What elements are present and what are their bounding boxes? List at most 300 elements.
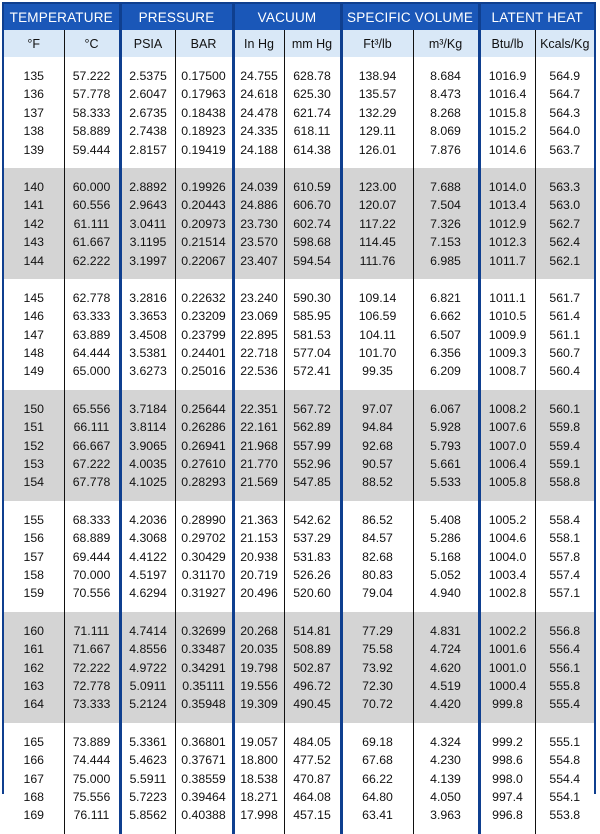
cell-value: 520.60 bbox=[293, 586, 331, 601]
cell-value: 0.35111 bbox=[182, 678, 225, 693]
cell-value: 24.886 bbox=[240, 198, 278, 213]
col-temp-c bbox=[64, 57, 120, 168]
col-volume-m3-kg bbox=[413, 390, 479, 501]
cell-value: 1010.5 bbox=[488, 309, 527, 324]
cell-value: 163 bbox=[23, 678, 45, 693]
cell-value: 996.8 bbox=[492, 808, 523, 823]
cell-value: 145 bbox=[23, 290, 45, 305]
cell-value: 73.889 bbox=[72, 734, 111, 749]
col-temp-f bbox=[4, 501, 64, 612]
cell-value: 141 bbox=[23, 198, 45, 213]
cell-value: 61.667 bbox=[72, 235, 111, 250]
cell-value: 5.3361 bbox=[129, 734, 167, 749]
group-header-vacuum: VACUUM bbox=[233, 4, 341, 30]
cell-value: 1016.4 bbox=[488, 87, 527, 102]
cell-value: 537.29 bbox=[293, 531, 331, 546]
cell-value: 66.111 bbox=[73, 420, 110, 435]
cell-value: 0.31170 bbox=[181, 567, 226, 582]
cell-value: 60.000 bbox=[72, 179, 111, 194]
col-heat-btu-lb bbox=[479, 279, 535, 390]
cell-value: 135.57 bbox=[358, 87, 397, 102]
cell-value: 24.478 bbox=[240, 105, 278, 120]
cell-value: 1001.0 bbox=[488, 660, 527, 675]
cell-value: 65.000 bbox=[72, 364, 111, 379]
col-temp-c bbox=[64, 390, 120, 501]
col-volume-ft3-lb bbox=[341, 57, 413, 168]
cell-value: 559.4 bbox=[549, 438, 581, 453]
col-volume-ft3-lb bbox=[341, 501, 413, 612]
cell-value: 84.57 bbox=[362, 531, 393, 546]
cell-value: 0.19419 bbox=[181, 142, 226, 157]
cell-value: 555.1 bbox=[549, 734, 581, 749]
group-header-latent-heat: LATENT HEAT bbox=[479, 4, 594, 30]
cell-value: 1000.4 bbox=[488, 678, 527, 693]
cell-value: 169 bbox=[23, 808, 45, 823]
cell-value: 68.333 bbox=[72, 512, 111, 527]
col-temp-f bbox=[4, 723, 64, 834]
cell-value: 75.556 bbox=[72, 789, 111, 804]
cell-value: 0.34291 bbox=[181, 660, 226, 675]
cell-value: 1009.9 bbox=[488, 327, 527, 342]
cell-value: 73.333 bbox=[72, 697, 111, 712]
cell-value: 138.94 bbox=[358, 69, 397, 83]
cell-value: 0.26286 bbox=[181, 420, 226, 435]
cell-value: 126.01 bbox=[358, 142, 397, 157]
cell-value: 3.1195 bbox=[129, 235, 167, 250]
cell-value: 8.069 bbox=[430, 124, 461, 139]
cell-value: 590.30 bbox=[293, 290, 331, 305]
cell-value: 0.28990 bbox=[181, 512, 226, 527]
cell-value: 20.035 bbox=[240, 642, 278, 657]
cell-value: 23.069 bbox=[240, 309, 278, 324]
cell-value: 514.81 bbox=[293, 623, 331, 638]
cell-value: 22.536 bbox=[240, 364, 278, 379]
cell-value: 531.83 bbox=[293, 549, 331, 564]
cell-value: 23.730 bbox=[240, 216, 278, 231]
cell-value: 7.504 bbox=[430, 198, 461, 213]
unit-ft3-per-lb: Ft³/lb bbox=[341, 30, 413, 57]
cell-value: 0.17963 bbox=[181, 87, 226, 102]
cell-value: 4.724 bbox=[430, 642, 461, 657]
cell-value: 1006.4 bbox=[488, 457, 527, 472]
cell-value: 547.85 bbox=[293, 475, 331, 490]
cell-value: 1011.7 bbox=[489, 253, 526, 268]
cell-value: 70.72 bbox=[362, 697, 393, 712]
cell-value: 4.420 bbox=[430, 697, 461, 712]
cell-value: 149 bbox=[23, 364, 45, 379]
cell-value: 69.18 bbox=[362, 734, 393, 749]
cell-value: 138 bbox=[23, 124, 45, 139]
cell-value: 1014.6 bbox=[488, 142, 527, 157]
cell-value: 158 bbox=[23, 567, 45, 582]
cell-value: 20.268 bbox=[240, 623, 278, 638]
cell-value: 508.89 bbox=[293, 642, 331, 657]
cell-value: 70.556 bbox=[72, 586, 111, 601]
unit-header-row bbox=[4, 30, 594, 57]
cell-value: 1009.3 bbox=[488, 346, 527, 361]
cell-value: 0.28293 bbox=[181, 475, 226, 490]
cell-value: 557.4 bbox=[549, 567, 581, 582]
cell-value: 1004.0 bbox=[488, 549, 527, 564]
col-heat-btu-lb bbox=[479, 168, 535, 279]
cell-value: 132.29 bbox=[358, 105, 397, 120]
steam-table bbox=[2, 2, 596, 823]
cell-value: 5.2124 bbox=[129, 697, 167, 712]
cell-value: 477.52 bbox=[293, 753, 331, 768]
group-header-row bbox=[4, 4, 594, 30]
cell-value: 69.444 bbox=[72, 549, 111, 564]
cell-value: 998.6 bbox=[492, 753, 523, 768]
cell-value: 3.8114 bbox=[129, 420, 167, 435]
cell-value: 0.25016 bbox=[181, 364, 226, 379]
cell-value: 0.25644 bbox=[181, 401, 226, 416]
cell-value: 157 bbox=[23, 549, 45, 564]
col-pressure-bar bbox=[175, 501, 233, 612]
cell-value: 0.30429 bbox=[181, 549, 226, 564]
cell-value: 164 bbox=[23, 697, 45, 712]
col-pressure-psia bbox=[120, 57, 175, 168]
cell-value: 153 bbox=[23, 457, 45, 472]
cell-value: 72.778 bbox=[72, 678, 111, 693]
cell-value: 88.52 bbox=[362, 475, 393, 490]
col-vacuum-mm-hg bbox=[284, 279, 341, 390]
col-vacuum-in-hg bbox=[233, 501, 284, 612]
cell-value: 5.661 bbox=[430, 457, 461, 472]
col-temp-c bbox=[64, 501, 120, 612]
col-volume-ft3-lb bbox=[341, 612, 413, 723]
cell-value: 123.00 bbox=[358, 179, 397, 194]
col-pressure-bar bbox=[175, 612, 233, 723]
cell-value: 3.0411 bbox=[129, 216, 167, 231]
cell-value: 57.778 bbox=[72, 87, 111, 102]
cell-value: 135 bbox=[23, 69, 45, 83]
cell-value: 564.7 bbox=[549, 87, 581, 102]
col-pressure-bar bbox=[175, 723, 233, 834]
cell-value: 555.8 bbox=[549, 678, 581, 693]
cell-value: 0.23799 bbox=[181, 327, 226, 342]
cell-value: 1016.9 bbox=[488, 69, 527, 83]
row-block bbox=[4, 279, 594, 390]
cell-value: 999.2 bbox=[492, 734, 523, 749]
cell-value: 598.68 bbox=[293, 235, 331, 250]
cell-value: 99.35 bbox=[362, 364, 393, 379]
col-temp-c bbox=[64, 168, 120, 279]
cell-value: 559.1 bbox=[549, 457, 581, 472]
col-vacuum-in-hg bbox=[233, 723, 284, 834]
cell-value: 3.3653 bbox=[129, 309, 167, 324]
cell-value: 2.7438 bbox=[129, 124, 167, 139]
cell-value: 0.40388 bbox=[181, 808, 226, 823]
col-heat-btu-lb bbox=[479, 390, 535, 501]
col-vacuum-mm-hg bbox=[284, 168, 341, 279]
cell-value: 464.08 bbox=[293, 789, 331, 804]
cell-value: 1015.2 bbox=[488, 124, 527, 139]
cell-value: 1005.2 bbox=[488, 512, 527, 527]
cell-value: 628.78 bbox=[293, 69, 331, 83]
cell-value: 556.1 bbox=[549, 660, 581, 675]
unit-in-hg: In Hg bbox=[233, 30, 284, 57]
cell-value: 22.718 bbox=[240, 346, 278, 361]
col-volume-ft3-lb bbox=[341, 723, 413, 834]
steam-properties-table bbox=[4, 4, 594, 834]
cell-value: 140 bbox=[23, 179, 45, 194]
cell-value: 0.24401 bbox=[181, 346, 226, 361]
cell-value: 24.039 bbox=[240, 179, 278, 194]
cell-value: 1002.2 bbox=[488, 623, 527, 638]
col-volume-m3-kg bbox=[413, 279, 479, 390]
cell-value: 1012.9 bbox=[488, 216, 527, 231]
col-temp-c bbox=[64, 723, 120, 834]
cell-value: 94.84 bbox=[362, 420, 393, 435]
cell-value: 562.7 bbox=[549, 216, 581, 231]
cell-value: 23.407 bbox=[240, 253, 278, 268]
cell-value: 557.1 bbox=[549, 586, 581, 601]
cell-value: 17.998 bbox=[240, 808, 278, 823]
cell-value: 5.533 bbox=[430, 475, 461, 490]
cell-value: 0.22632 bbox=[181, 290, 226, 305]
cell-value: 998.0 bbox=[492, 771, 523, 786]
cell-value: 18.800 bbox=[240, 753, 278, 768]
cell-value: 5.5911 bbox=[129, 771, 167, 786]
cell-value: 561.4 bbox=[549, 309, 581, 324]
col-volume-m3-kg bbox=[413, 612, 479, 723]
cell-value: 8.473 bbox=[430, 87, 461, 102]
cell-value: 5.928 bbox=[430, 420, 461, 435]
cell-value: 558.4 bbox=[549, 512, 581, 527]
cell-value: 22.351 bbox=[240, 401, 278, 416]
cell-value: 1005.8 bbox=[488, 475, 527, 490]
col-temp-f bbox=[4, 390, 64, 501]
cell-value: 4.4122 bbox=[129, 549, 167, 564]
unit-btu-per-lb: Btu/lb bbox=[479, 30, 535, 57]
cell-value: 557.8 bbox=[549, 549, 581, 564]
cell-value: 6.821 bbox=[430, 290, 461, 305]
cell-value: 111.76 bbox=[359, 253, 396, 268]
cell-value: 564.3 bbox=[549, 105, 581, 120]
cell-value: 2.5375 bbox=[129, 69, 167, 83]
cell-value: 0.31927 bbox=[181, 586, 226, 601]
cell-value: 5.793 bbox=[430, 438, 461, 453]
cell-value: 1013.4 bbox=[488, 198, 527, 213]
cell-value: 20.938 bbox=[240, 549, 278, 564]
cell-value: 594.54 bbox=[293, 253, 331, 268]
col-pressure-bar bbox=[175, 279, 233, 390]
col-vacuum-in-hg bbox=[233, 390, 284, 501]
cell-value: 1011.1 bbox=[489, 290, 526, 305]
row-block bbox=[4, 612, 594, 723]
cell-value: 4.6294 bbox=[129, 586, 167, 601]
cell-value: 602.74 bbox=[293, 216, 331, 231]
group-header-specific-volume: SPECIFIC VOLUME bbox=[341, 4, 479, 30]
cell-value: 21.153 bbox=[240, 531, 278, 546]
cell-value: 1008.2 bbox=[488, 401, 527, 416]
unit-m3-per-kg: m³/Kg bbox=[413, 30, 479, 57]
col-pressure-bar bbox=[175, 168, 233, 279]
col-vacuum-mm-hg bbox=[284, 57, 341, 168]
cell-value: 552.96 bbox=[293, 457, 331, 472]
cell-value: 77.29 bbox=[362, 623, 393, 638]
cell-value: 625.30 bbox=[293, 87, 331, 102]
cell-value: 166 bbox=[23, 753, 45, 768]
cell-value: 80.83 bbox=[362, 567, 393, 582]
cell-value: 104.11 bbox=[359, 327, 396, 342]
cell-value: 560.1 bbox=[549, 401, 581, 416]
col-heat-btu-lb bbox=[479, 57, 535, 168]
cell-value: 74.444 bbox=[72, 753, 111, 768]
cell-value: 0.20973 bbox=[181, 216, 226, 231]
cell-value: 0.38559 bbox=[181, 771, 226, 786]
cell-value: 558.1 bbox=[549, 531, 581, 546]
cell-value: 66.22 bbox=[362, 771, 393, 786]
cell-value: 156 bbox=[23, 531, 45, 546]
unit-kcals-per-kg: Kcals/Kg bbox=[535, 30, 594, 57]
col-vacuum-in-hg bbox=[233, 57, 284, 168]
cell-value: 146 bbox=[23, 309, 45, 324]
cell-value: 63.889 bbox=[72, 327, 111, 342]
cell-value: 155 bbox=[23, 512, 45, 527]
cell-value: 8.684 bbox=[430, 69, 461, 83]
cell-value: 554.4 bbox=[549, 771, 581, 786]
cell-value: 139 bbox=[23, 142, 45, 157]
cell-value: 64.444 bbox=[72, 346, 111, 361]
cell-value: 457.15 bbox=[293, 808, 331, 823]
col-temp-c bbox=[64, 612, 120, 723]
cell-value: 4.8556 bbox=[129, 642, 167, 657]
cell-value: 68.889 bbox=[72, 531, 111, 546]
cell-value: 5.286 bbox=[430, 531, 461, 546]
col-volume-ft3-lb bbox=[341, 279, 413, 390]
cell-value: 606.70 bbox=[293, 198, 331, 213]
cell-value: 7.153 bbox=[430, 235, 461, 250]
cell-value: 75.000 bbox=[72, 771, 111, 786]
col-volume-ft3-lb bbox=[341, 168, 413, 279]
cell-value: 6.067 bbox=[430, 401, 461, 416]
cell-value: 562.1 bbox=[549, 253, 581, 268]
cell-value: 22.895 bbox=[240, 327, 278, 342]
cell-value: 67.222 bbox=[72, 457, 111, 472]
cell-value: 0.37671 bbox=[181, 753, 226, 768]
col-temp-f bbox=[4, 612, 64, 723]
unit-mm-hg: mm Hg bbox=[284, 30, 341, 57]
cell-value: 0.18923 bbox=[181, 124, 226, 139]
cell-value: 129.11 bbox=[359, 124, 396, 139]
cell-value: 23.240 bbox=[240, 290, 278, 305]
cell-value: 3.963 bbox=[430, 808, 461, 823]
cell-value: 556.8 bbox=[549, 623, 581, 638]
cell-value: 553.8 bbox=[549, 808, 581, 823]
col-heat-btu-lb bbox=[479, 612, 535, 723]
cell-value: 24.188 bbox=[240, 142, 278, 157]
cell-value: 117.22 bbox=[359, 216, 396, 231]
col-vacuum-mm-hg bbox=[284, 612, 341, 723]
cell-value: 7.326 bbox=[430, 216, 461, 231]
unit-psia: PSIA bbox=[120, 30, 175, 57]
cell-value: 106.59 bbox=[358, 309, 397, 324]
cell-value: 6.209 bbox=[430, 364, 461, 379]
cell-value: 143 bbox=[23, 235, 45, 250]
cell-value: 19.798 bbox=[240, 660, 278, 675]
cell-value: 65.556 bbox=[72, 401, 111, 416]
col-pressure-psia bbox=[120, 501, 175, 612]
cell-value: 165 bbox=[23, 734, 45, 749]
cell-value: 59.444 bbox=[72, 142, 111, 157]
cell-value: 572.41 bbox=[293, 364, 331, 379]
cell-value: 1012.3 bbox=[488, 235, 527, 250]
col-heat-kcals-kg bbox=[535, 723, 594, 834]
cell-value: 152 bbox=[23, 438, 45, 453]
group-header-temperature: TEMPERATURE bbox=[4, 4, 120, 30]
col-temp-c bbox=[64, 279, 120, 390]
cell-value: 168 bbox=[23, 789, 45, 804]
cell-value: 6.985 bbox=[430, 253, 461, 268]
cell-value: 555.4 bbox=[549, 697, 581, 712]
cell-value: 0.27610 bbox=[181, 457, 226, 472]
cell-value: 21.968 bbox=[240, 438, 278, 453]
cell-value: 0.21514 bbox=[181, 235, 226, 250]
cell-value: 0.32699 bbox=[181, 623, 226, 638]
col-heat-kcals-kg bbox=[535, 57, 594, 168]
cell-value: 0.22067 bbox=[181, 253, 226, 268]
cell-value: 8.268 bbox=[430, 105, 461, 120]
cell-value: 5.052 bbox=[430, 567, 461, 582]
col-temp-f bbox=[4, 168, 64, 279]
cell-value: 496.72 bbox=[293, 678, 331, 693]
cell-value: 1014.0 bbox=[488, 179, 527, 194]
row-block bbox=[4, 168, 594, 279]
cell-value: 23.570 bbox=[240, 235, 278, 250]
cell-value: 24.618 bbox=[240, 87, 278, 102]
cell-value: 4.3068 bbox=[129, 531, 167, 546]
cell-value: 6.507 bbox=[430, 327, 461, 342]
cell-value: 1004.6 bbox=[488, 531, 527, 546]
cell-value: 542.62 bbox=[293, 512, 331, 527]
cell-value: 2.9643 bbox=[129, 198, 167, 213]
cell-value: 3.4508 bbox=[129, 327, 167, 342]
cell-value: 62.222 bbox=[72, 253, 111, 268]
cell-value: 581.53 bbox=[293, 327, 331, 342]
cell-value: 2.8157 bbox=[129, 142, 167, 157]
cell-value: 585.95 bbox=[293, 309, 331, 324]
cell-value: 62.778 bbox=[72, 290, 111, 305]
unit-fahrenheit: °F bbox=[4, 30, 64, 57]
cell-value: 67.778 bbox=[72, 475, 111, 490]
cell-value: 4.9722 bbox=[129, 660, 167, 675]
col-vacuum-mm-hg bbox=[284, 390, 341, 501]
cell-value: 558.8 bbox=[549, 475, 581, 490]
cell-value: 72.222 bbox=[72, 660, 111, 675]
cell-value: 4.1025 bbox=[129, 475, 167, 490]
cell-value: 57.222 bbox=[72, 69, 111, 83]
cell-value: 484.05 bbox=[293, 734, 331, 749]
cell-value: 3.7184 bbox=[129, 401, 167, 416]
cell-value: 67.68 bbox=[362, 753, 393, 768]
cell-value: 90.57 bbox=[362, 457, 393, 472]
cell-value: 1001.6 bbox=[488, 642, 527, 657]
col-pressure-psia bbox=[120, 723, 175, 834]
cell-value: 3.6273 bbox=[129, 364, 167, 379]
cell-value: 21.569 bbox=[240, 475, 278, 490]
cell-value: 6.356 bbox=[430, 346, 461, 361]
cell-value: 162 bbox=[23, 660, 45, 675]
cell-value: 4.940 bbox=[430, 586, 461, 601]
cell-value: 502.87 bbox=[293, 660, 331, 675]
cell-value: 0.20443 bbox=[181, 198, 226, 213]
cell-value: 18.271 bbox=[240, 789, 278, 804]
cell-value: 167 bbox=[23, 771, 45, 786]
cell-value: 147 bbox=[23, 327, 45, 342]
cell-value: 5.168 bbox=[430, 549, 461, 564]
cell-value: 60.556 bbox=[72, 198, 111, 213]
